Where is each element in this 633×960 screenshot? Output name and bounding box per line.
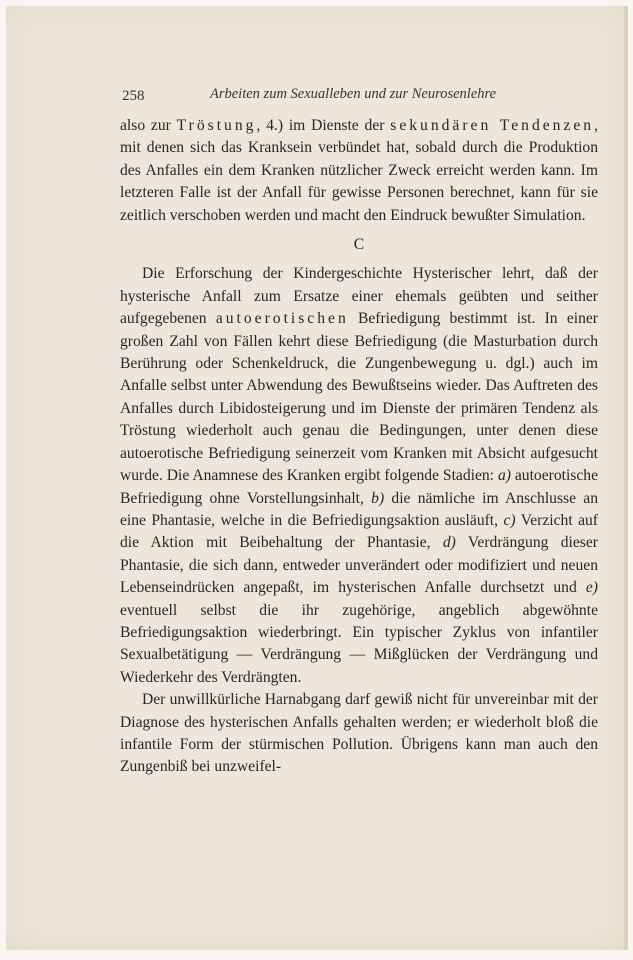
enum-e: e) — [585, 579, 598, 597]
running-title: Arbeiten zum Sexualleben und zur Neurosenlehre — [210, 86, 497, 102]
enum-c: c) — [503, 511, 516, 529]
page-header — [122, 84, 606, 108]
section-letter: C — [353, 236, 365, 254]
emphasis-autoerotischen: autoerotischen — [215, 310, 349, 328]
enum-d: d) — [442, 534, 456, 552]
page-body — [120, 115, 598, 779]
page-number: 258 — [122, 88, 145, 104]
paragraph-1: also zur Tröstung, 4.) im Dienste der sekundären Tendenzen, mit denen sich das Kranksein verbündet hat, sobald durch die Produktion des Anfalles ein dem Kranken nützlicher Zweck erreicht werden kann. Im letzteren Falle ist der Anfall für gewisse Personen berechnet, kann für sie zeitlich verschoben werden und macht den Eindruck bewußter Simulation. — [120, 117, 598, 224]
paragraph-2: Die Erforschung der Kindergeschichte Hysterischer lehrt, daß der hysterische Anfall zum Ersatze einer ehemals geübten und seither aufgegebenen autoerotischen Befriedigung bestimmt ist. In einer großen Zahl von Fällen kehrt diese Befriedigung (die Masturbation durch Berührung oder Schenkeldruck, die Zungenbewegung u. dgl.) auch im Anfalle selbst unter Abwendung des Bewußtseins wieder. Das Auftreten des Anfalles durch Libidosteigerung und im Dienste der primären Tendenz als Tröstung wiederholt auch genau die Bedingungen, unter denen diese autoerotische Befriedigung seinerzeit vom Kranken mit Absicht aufgesucht wurde. Die Anamnese des Kranken ergibt folgende Stadien: a) autoerotische Befriedigung ohne Vorstellungsinhalt, b) die nämliche im Anschlusse an eine Phantasie, welche in die Befriedigungsaktion ausläuft, c) Verzicht auf die Aktion mit Beibehaltung der Phantasie, d) Verdrängung dieser Phantasie, die sich dann, entweder unverändert oder modifiziert und neuen Lebenseindrücken angepaßt, im hysterischen Anfalle durchsetzt und e) eventuell selbst die ihr zugehörige, angeblich abgewöhnte Befriedigungsaktion wiederbringt. Ein typischer Zyklus von infantiler Sexualbetätigung — Verdrängung — Mißglücken der Verdrängung und Wiederkehr des Verdrängten. — [120, 265, 598, 686]
emphasis-troestung: Tröstung — [176, 117, 257, 134]
enum-a: a) — [497, 467, 511, 485]
paragraph-3: Der unwillkürliche Harnabgang darf gewiß nicht für unvereinbar mit der Diagnose des hysterischen Anfalls gehalten werden; er wiederholt bloß die infantile Form der stürmischen Pollution. Übrigens kann man auch den Zungenbiß bei unzweifel- — [120, 691, 598, 776]
enum-b: b) — [371, 489, 385, 507]
emphasis-sekundaeren-tendenzen: sekundären Tendenzen — [390, 117, 595, 134]
